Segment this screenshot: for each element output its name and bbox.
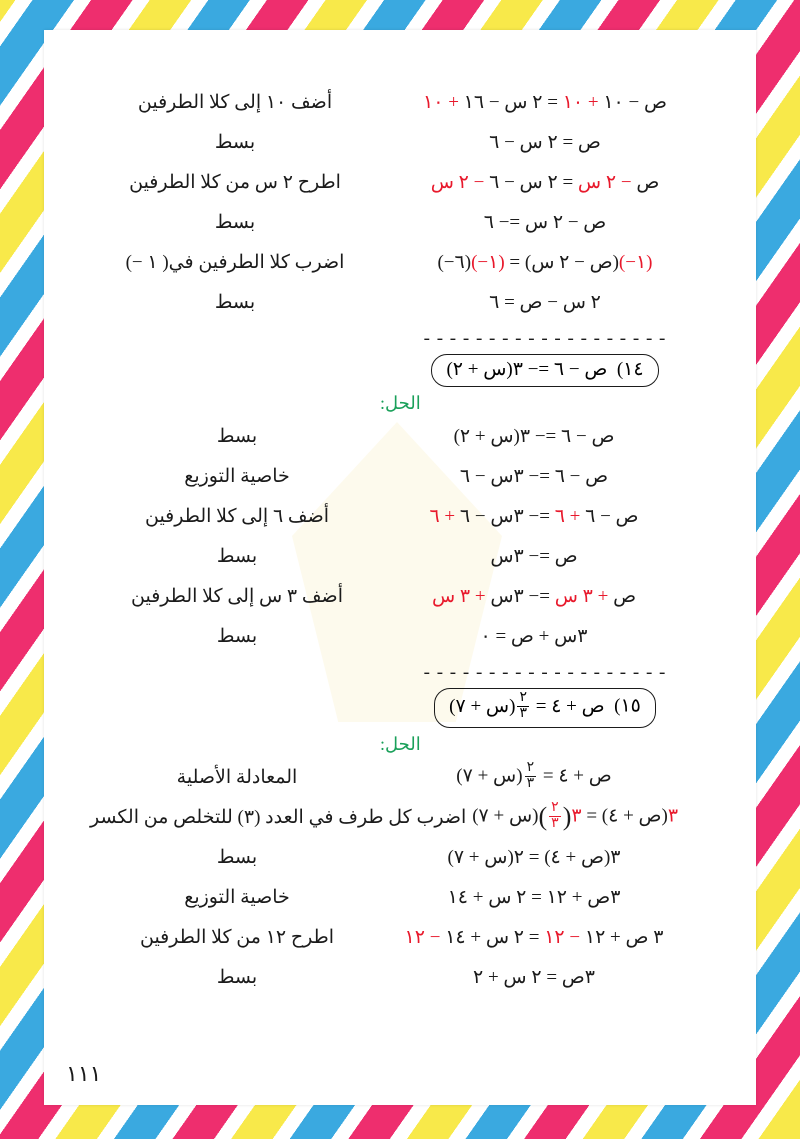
problem-15-wrap (380, 686, 710, 730)
equation: ص = ٢ س − ٦ (489, 131, 601, 153)
step-note: المعادلة الأصلية (176, 766, 298, 788)
step-note: بسط (216, 425, 258, 447)
solution-step-row (90, 576, 710, 616)
equation: ٣(ص + ٤) = ٣( $\frac{٢}{٣}$ )(س + ٧) (472, 800, 679, 832)
equation: ٢ س − ص = ٦ (489, 291, 601, 313)
section-divider: - - - - - - - - - - - - - - - - - - - (423, 662, 667, 683)
problem-14-wrap (380, 352, 710, 389)
problem-14-header (90, 352, 710, 389)
equation: ٣ص + ١٢ = ٢ س + ١٤ (447, 886, 621, 908)
solution-step-row (90, 496, 710, 536)
worked-solution-continued (90, 82, 710, 322)
equation: ص − ١٠ + ١٠ = ٢ س − ١٦ + ١٠ (423, 91, 667, 113)
equation: ص − ٦ + ٦ =− ٣س − ٦ + ٦ (429, 505, 639, 527)
problem-number: ١٥) (614, 695, 641, 717)
equation: ٣س + ص = ٠ (480, 625, 588, 647)
step-note: خاصية التوزيع (184, 465, 290, 487)
worked-solution-15 (90, 757, 710, 997)
page-sheet (44, 30, 756, 1105)
equation: ٣ ص + ١٢ − ١٢ = ٢ س + ١٤ − ١٢ (404, 926, 664, 948)
step-note: أضف ٣ س إلى كلا الطرفين (131, 585, 343, 607)
solution-step-row (90, 122, 710, 162)
problem-equation: ص − ٦ =− ٣(س + ٢) (446, 359, 613, 380)
problem-equation: ص + ٤ = $\frac{٢}{٣}$ (س + ٧) (449, 690, 610, 721)
solution-step-row (90, 456, 710, 496)
solution-step-row (90, 797, 710, 837)
solution-step-row (90, 536, 710, 576)
problem-statement (431, 354, 658, 387)
step-note: أضف ١٠ إلى كلا الطرفين (137, 91, 333, 113)
solution-step-row (90, 616, 710, 656)
equation: ص − ٢ س =− ٦ (483, 211, 607, 233)
step-note: أضف ٦ إلى كلا الطرفين (144, 505, 329, 527)
solve-label: الحل: (380, 734, 421, 755)
step-note: بسط (214, 211, 256, 233)
equation: ص + ٣ س =− ٣س + ٣ س (431, 585, 637, 607)
solution-step-row (90, 242, 710, 282)
equation: ص + ٤ = $\frac{٢}{٣}$ (س + ٧) (456, 760, 612, 791)
equation: ٣ص = ٢ س + ٢ (472, 966, 595, 988)
equation: ص − ٦ =− ٣س − ٦ (459, 465, 609, 487)
solution-step-row (90, 757, 710, 797)
equation: ص − ٦ =− ٣(س + ٢) (453, 425, 615, 447)
problem-15-header (90, 686, 710, 730)
solution-step-row (90, 917, 710, 957)
solution-step-row (90, 957, 710, 997)
step-note: بسط (216, 966, 258, 988)
step-note: بسط (216, 846, 258, 868)
worked-solution-14 (90, 416, 710, 656)
problem-statement (434, 688, 656, 728)
solve-label: الحل: (380, 393, 421, 413)
step-note: خاصية التوزيع (184, 886, 290, 908)
step-note: بسط (216, 545, 258, 567)
problem-number: ١٤) (616, 359, 644, 380)
solution-step-row (90, 282, 710, 322)
step-note: بسط (214, 131, 256, 153)
step-note: بسط (216, 625, 258, 647)
step-note: اطرح ١٢ من كلا الطرفين (139, 926, 335, 948)
solution-step-row (90, 877, 710, 917)
equation: ص =− ٣س (490, 545, 578, 567)
section-divider: - - - - - - - - - - - - - - - - - - - (423, 328, 667, 349)
step-note: اضرب كلا الطرفين في( ١ −) (125, 251, 345, 273)
solution-step-row (90, 82, 710, 122)
equation: ٣(ص + ٤) = ٢(س + ٧) (447, 846, 621, 868)
equation: ص − ٢ س = ٢ س − ٦ − ٢ س (430, 171, 660, 193)
step-note: اضرب كل طرف في العدد (٣) للتخلص من الكسر (90, 806, 467, 828)
solution-step-row (90, 837, 710, 877)
page-number: ١١١ (66, 1061, 102, 1086)
page-content (44, 30, 756, 1105)
solution-step-row (90, 202, 710, 242)
solution-step-row (90, 162, 710, 202)
solution-step-row (90, 416, 710, 456)
step-note: اطرح ٢ س من كلا الطرفين (129, 171, 341, 193)
step-note: بسط (214, 291, 256, 313)
equation: (١−)(ص − ٢ س) = (١−)(٦−) (437, 251, 653, 273)
